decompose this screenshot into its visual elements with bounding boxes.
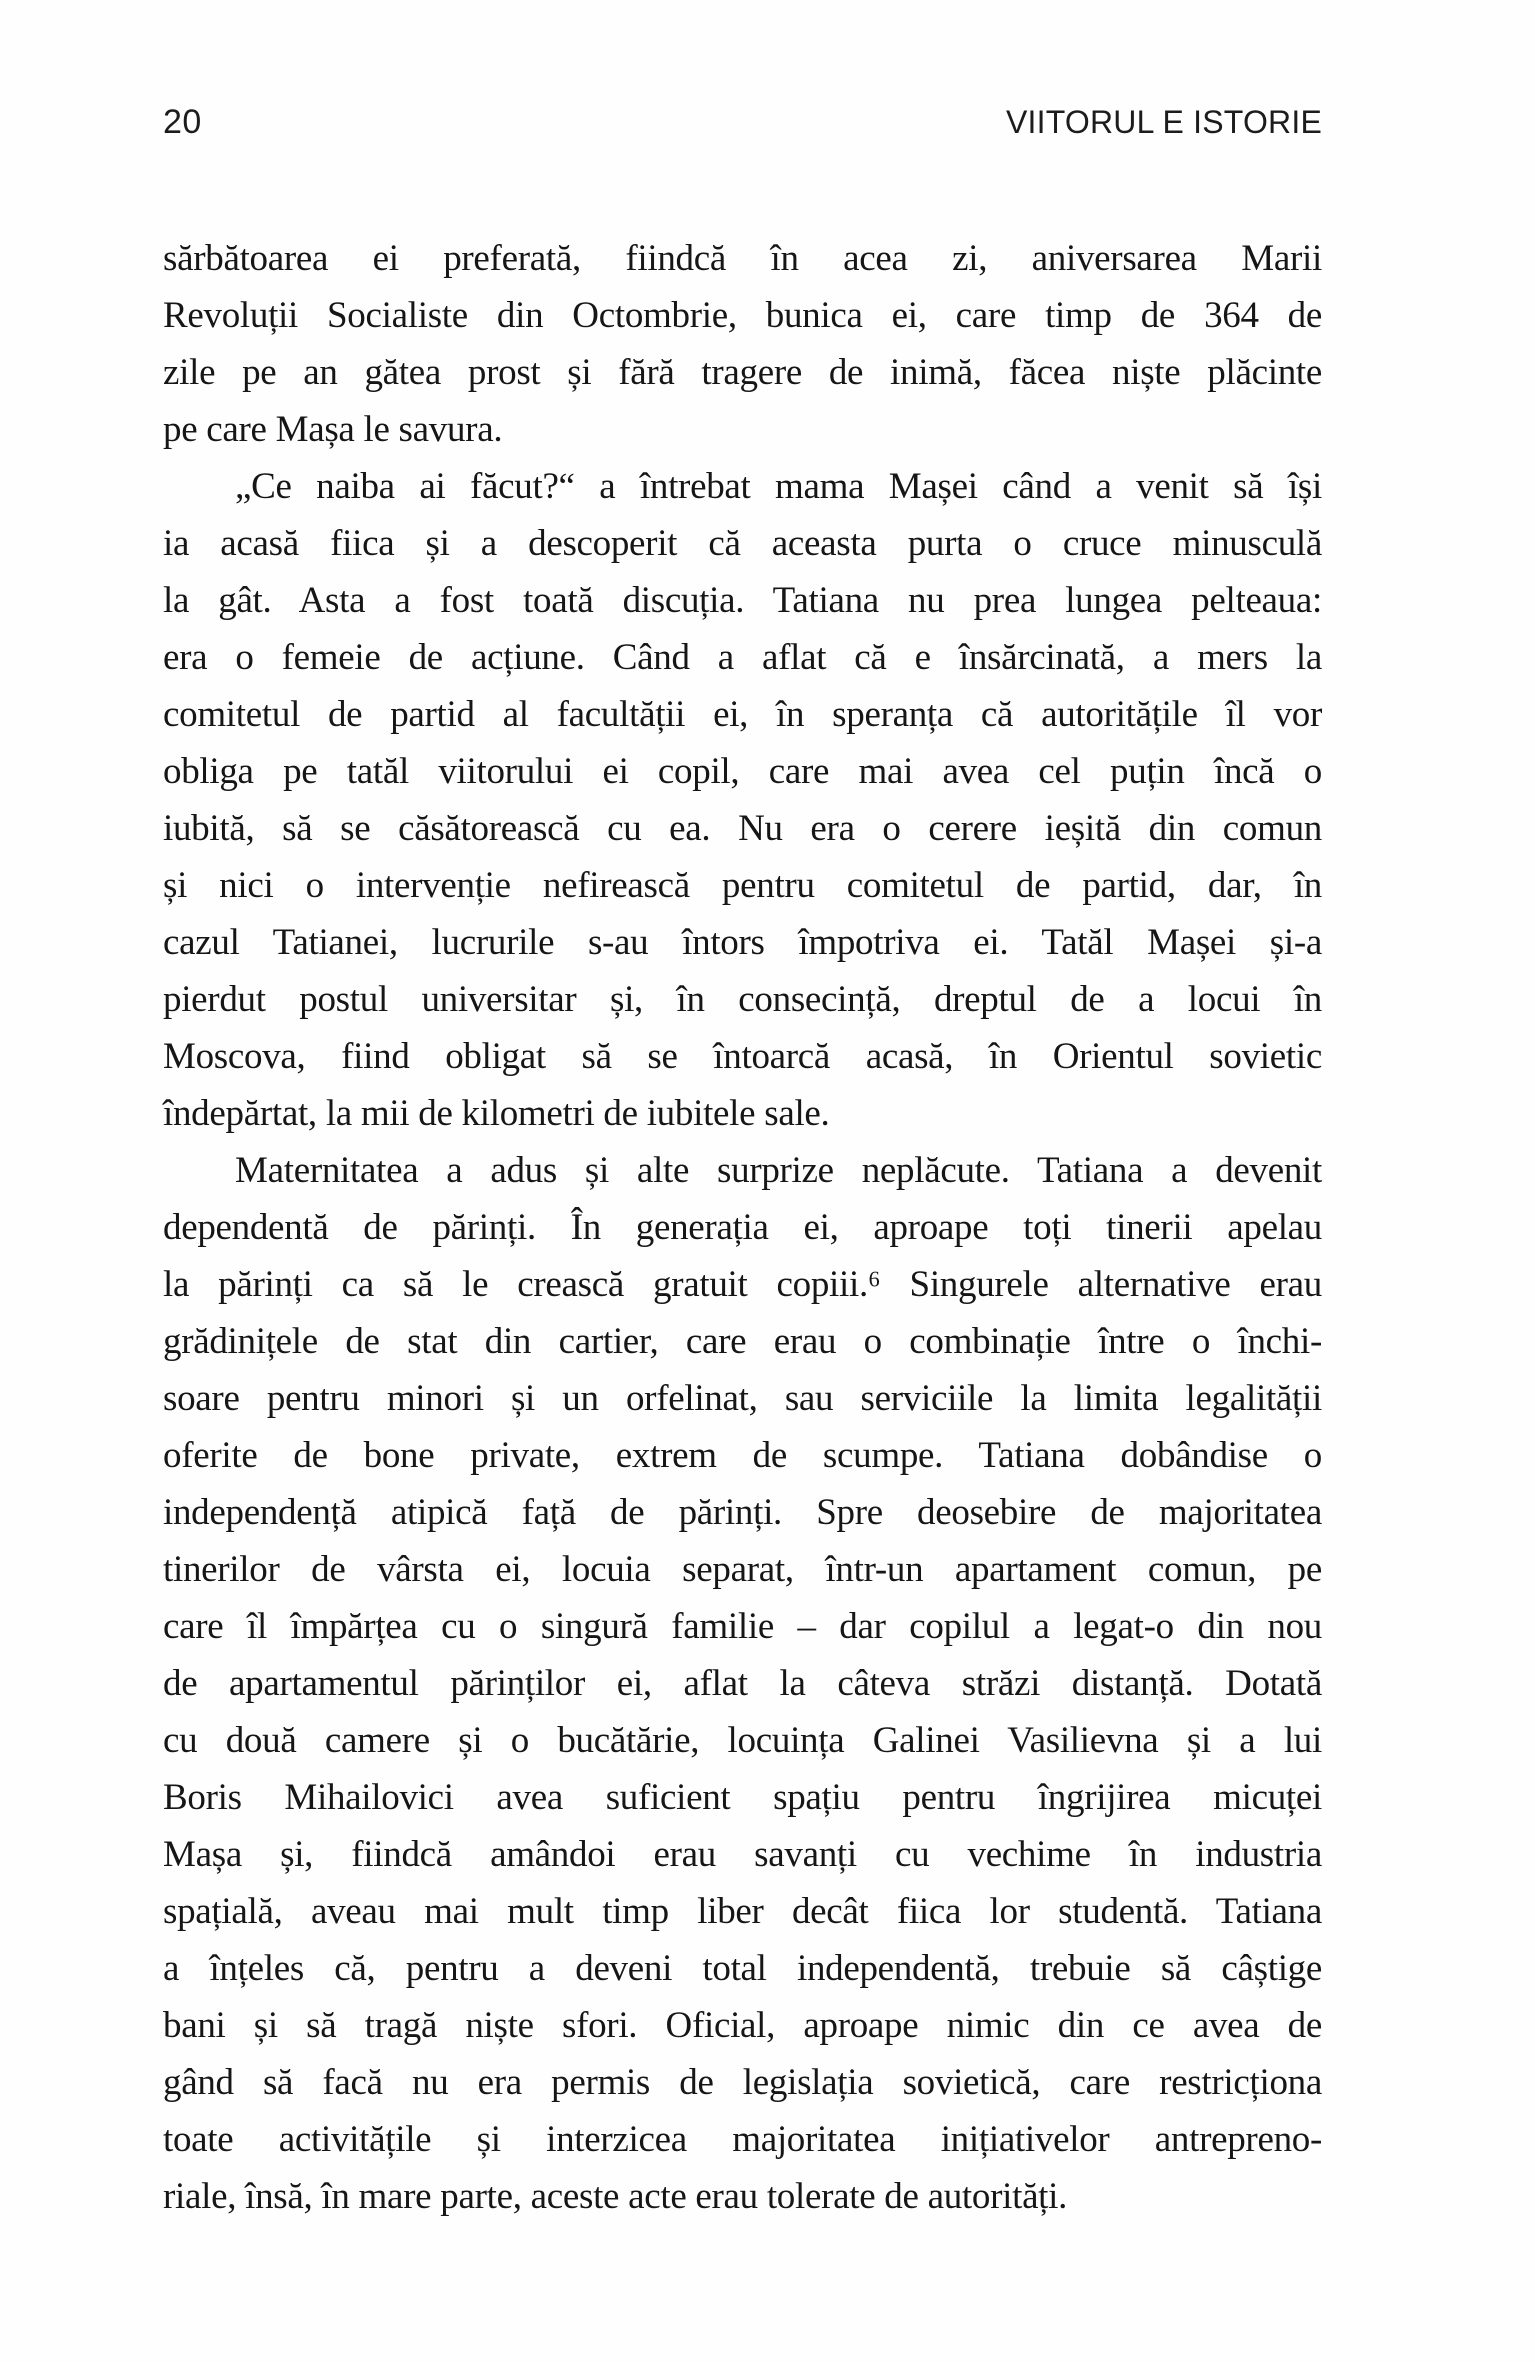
text-line: pierdut postul universitar și, în consecință, dreptul de a locui în: [163, 979, 1322, 1020]
text-line: iubită, să se căsătorească cu ea. Nu era o cerere ieșită din comun: [163, 808, 1322, 849]
paragraph: [163, 1142, 1322, 2225]
text-line: Maternitatea a adus și alte surprize neplăcute. Tatiana a devenit: [235, 1150, 1322, 1191]
paragraph: [163, 458, 1322, 1142]
text-line: soare pentru minori și un orfelinat, sau serviciile la limita legalității: [163, 1378, 1322, 1419]
text-line: Moscova, fiind obligat să se întoarcă acasă, în Orientul sovietic: [163, 1036, 1322, 1077]
text-line: era o femeie de acțiune. Când a aflat că e însărcinată, a mers la: [163, 637, 1322, 678]
text-line: bani și să tragă niște sfori. Oficial, aproape nimic din ce avea de: [163, 2005, 1322, 2046]
text-line: ia acasă fiica și a descoperit că aceasta purta o cruce minusculă: [163, 523, 1322, 564]
text-line: cu două camere și o bucătărie, locuința Galinei Vasilievna și a lui: [163, 1720, 1322, 1761]
text-line: independență atipică față de părinți. Spre deosebire de majoritatea: [163, 1492, 1322, 1533]
text-line: la părinți ca să le crească gratuit copiii.⁶ Singurele alternative erau: [163, 1264, 1322, 1305]
text-line: sărbătoarea ei preferată, fiindcă în acea zi, aniversarea Marii: [163, 238, 1322, 279]
text-line: de apartamentul părinților ei, aflat la câteva străzi distanță. Dotată: [163, 1663, 1322, 1704]
text-line: zile pe an gătea prost și fără tragere de inimă, făcea niște plăcinte: [163, 352, 1322, 393]
running-title: VIITORUL E ISTORIE: [1006, 104, 1322, 140]
text-line: spațială, aveau mai mult timp liber decât fiica lor studentă. Tatiana: [163, 1891, 1322, 1932]
text-line: pe care Mașa le savura.: [163, 409, 503, 450]
text-line: gând să facă nu era permis de legislația sovietică, care restricționa: [163, 2062, 1322, 2103]
text-line: și nici o intervenție nefirească pentru comitetul de partid, dar, în: [163, 865, 1322, 906]
text-line: „Ce naiba ai făcut?“ a întrebat mama Mașei când a venit să își: [235, 466, 1322, 507]
text-line: la gât. Asta a fost toată discuția. Tatiana nu prea lungea pelteaua:: [163, 580, 1322, 621]
text-line: îndepărtat, la mii de kilometri de iubitele sale.: [163, 1093, 830, 1134]
text-line: dependentă de părinți. În generația ei, aproape toți tinerii apelau: [163, 1207, 1322, 1248]
paragraph: [163, 230, 1322, 458]
text-line: toate activitățile și interzicea majoritatea inițiativelor antrepreno-: [163, 2119, 1322, 2160]
text-line: a înțeles că, pentru a deveni total independentă, trebuie să câștige: [163, 1948, 1322, 1989]
text-line: Revoluții Socialiste din Octombrie, bunica ei, care timp de 364 de: [163, 295, 1322, 336]
text-line: obliga pe tatăl viitorului ei copil, care mai avea cel puțin încă o: [163, 751, 1322, 792]
text-line: tinerilor de vârsta ei, locuia separat, într-un apartament comun, pe: [163, 1549, 1322, 1590]
text-line: riale, însă, în mare parte, aceste acte erau tolerate de autorități.: [163, 2176, 1068, 2217]
text-line: Boris Mihailovici avea suficient spațiu pentru îngrijirea micuței: [163, 1777, 1322, 1818]
page-number: 20: [163, 103, 202, 141]
body-text: [163, 230, 1322, 2225]
text-line: Mașa și, fiindcă amândoi erau savanți cu vechime în industria: [163, 1834, 1322, 1875]
text-line: comitetul de partid al facultății ei, în speranța că autoritățile îl vor: [163, 694, 1322, 735]
text-line: oferite de bone private, extrem de scumpe. Tatiana dobândise o: [163, 1435, 1322, 1476]
text-line: cazul Tatianei, lucrurile s-au întors împotriva ei. Tatăl Mașei și-a: [163, 922, 1322, 963]
running-header: [163, 103, 1322, 142]
text-line: grădinițele de stat din cartier, care erau o combinație între o închi-: [163, 1321, 1322, 1362]
text-line: care îl împărțea cu o singură familie – dar copilul a legat-o din nou: [163, 1606, 1322, 1647]
